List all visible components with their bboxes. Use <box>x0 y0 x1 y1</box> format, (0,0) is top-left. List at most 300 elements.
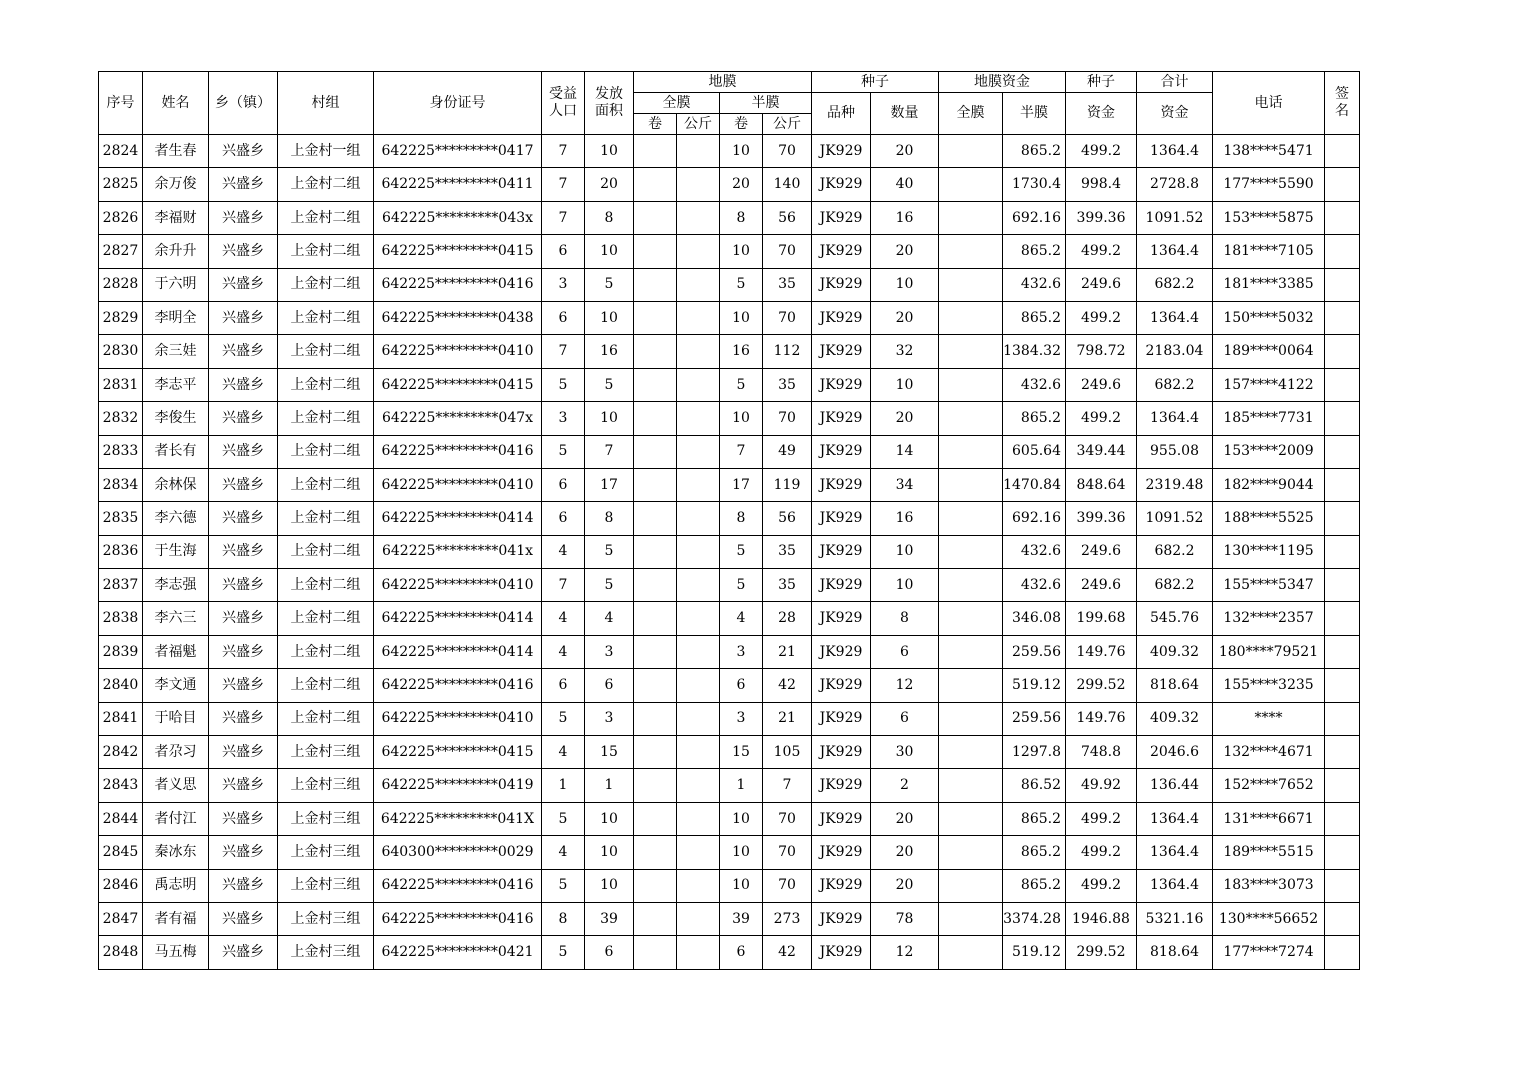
cell-signature <box>1325 736 1360 769</box>
cell-half-kg: 42 <box>763 936 812 969</box>
table-row <box>99 435 1360 468</box>
cell-half-kg: 56 <box>763 201 812 234</box>
cell-signature <box>1325 869 1360 902</box>
cell-half-film-funds: 1384.32 <box>1003 335 1066 368</box>
cell-full-roll <box>634 201 677 234</box>
cell-half-roll: 39 <box>720 902 763 935</box>
cell-full-roll <box>634 468 677 501</box>
cell-full-roll <box>634 435 677 468</box>
cell-seed-funds: 149.76 <box>1066 635 1137 668</box>
cell-seed-funds: 399.36 <box>1066 502 1137 535</box>
cell-variety: JK929 <box>812 802 871 835</box>
cell-name: 者尕习 <box>143 736 209 769</box>
cell-total-funds: 1364.4 <box>1137 235 1213 268</box>
cell-seed-funds: 748.8 <box>1066 736 1137 769</box>
cell-total-funds: 409.32 <box>1137 635 1213 668</box>
cell-village: 上金村三组 <box>278 802 374 835</box>
cell-beneficiaries: 5 <box>542 435 585 468</box>
cell-signature <box>1325 335 1360 368</box>
cell-beneficiaries: 6 <box>542 669 585 702</box>
cell-beneficiaries: 6 <box>542 502 585 535</box>
cell-beneficiaries: 6 <box>542 301 585 334</box>
cell-signature <box>1325 502 1360 535</box>
cell-seed-funds: 499.2 <box>1066 301 1137 334</box>
cell-variety: JK929 <box>812 869 871 902</box>
cell-half-film-funds: 865.2 <box>1003 402 1066 435</box>
cell-half-kg: 273 <box>763 902 812 935</box>
cell-town: 兴盛乡 <box>209 368 278 401</box>
cell-variety: JK929 <box>812 435 871 468</box>
cell-half-kg: 70 <box>763 402 812 435</box>
cell-beneficiaries: 6 <box>542 468 585 501</box>
cell-name: 李六三 <box>143 602 209 635</box>
cell-variety: JK929 <box>812 936 871 969</box>
cell-full-film-funds <box>939 335 1003 368</box>
cell-town: 兴盛乡 <box>209 235 278 268</box>
cell-half-film-funds: 432.6 <box>1003 268 1066 301</box>
cell-signature <box>1325 168 1360 201</box>
cell-half-kg: 56 <box>763 502 812 535</box>
cell-total-funds: 682.2 <box>1137 268 1213 301</box>
cell-full-roll <box>634 268 677 301</box>
cell-beneficiaries: 3 <box>542 268 585 301</box>
cell-half-kg: 35 <box>763 569 812 602</box>
table-row <box>99 468 1360 501</box>
cell-signature <box>1325 669 1360 702</box>
cell-quantity: 20 <box>871 235 939 268</box>
cell-seed-funds: 199.68 <box>1066 602 1137 635</box>
cell-seq: 2848 <box>99 936 143 969</box>
cell-name: 者有福 <box>143 902 209 935</box>
cell-half-film-funds: 519.12 <box>1003 669 1066 702</box>
cell-half-film-funds: 86.52 <box>1003 769 1066 802</box>
table-row <box>99 502 1360 535</box>
cell-variety: JK929 <box>812 135 871 168</box>
cell-half-roll: 1 <box>720 769 763 802</box>
cell-quantity: 78 <box>871 902 939 935</box>
cell-signature <box>1325 135 1360 168</box>
cell-beneficiaries: 7 <box>542 201 585 234</box>
cell-seed-funds: 998.4 <box>1066 168 1137 201</box>
cell-full-film-funds <box>939 368 1003 401</box>
cell-phone: 138****5471 <box>1213 135 1325 168</box>
cell-phone: **** <box>1213 702 1325 735</box>
cell-half-kg: 70 <box>763 869 812 902</box>
header-full-roll: 卷 <box>634 114 677 135</box>
cell-beneficiaries: 4 <box>542 635 585 668</box>
cell-half-film-funds: 432.6 <box>1003 368 1066 401</box>
cell-quantity: 16 <box>871 201 939 234</box>
cell-full-roll <box>634 535 677 568</box>
cell-village: 上金村二组 <box>278 468 374 501</box>
cell-total-funds: 1364.4 <box>1137 402 1213 435</box>
cell-full-film-funds <box>939 736 1003 769</box>
cell-id-number: 642225*********041X <box>374 802 542 835</box>
cell-signature <box>1325 435 1360 468</box>
cell-signature <box>1325 602 1360 635</box>
cell-seq: 2830 <box>99 335 143 368</box>
cell-total-funds: 1364.4 <box>1137 869 1213 902</box>
cell-area: 10 <box>585 135 634 168</box>
cell-half-roll: 10 <box>720 869 763 902</box>
cell-quantity: 34 <box>871 468 939 501</box>
cell-seq: 2829 <box>99 301 143 334</box>
cell-seed-funds: 299.52 <box>1066 936 1137 969</box>
cell-signature <box>1325 402 1360 435</box>
cell-seed-funds: 349.44 <box>1066 435 1137 468</box>
cell-variety: JK929 <box>812 402 871 435</box>
cell-quantity: 10 <box>871 535 939 568</box>
cell-half-roll: 3 <box>720 702 763 735</box>
cell-signature <box>1325 902 1360 935</box>
cell-beneficiaries: 4 <box>542 602 585 635</box>
cell-full-roll <box>634 402 677 435</box>
header-seed-funds: 资金 <box>1066 93 1137 135</box>
cell-seed-funds: 499.2 <box>1066 235 1137 268</box>
cell-area: 39 <box>585 902 634 935</box>
cell-seed-funds: 399.36 <box>1066 201 1137 234</box>
cell-name: 李志平 <box>143 368 209 401</box>
cell-full-roll <box>634 736 677 769</box>
cell-seq: 2837 <box>99 569 143 602</box>
cell-town: 兴盛乡 <box>209 769 278 802</box>
cell-half-film-funds: 1470.84 <box>1003 468 1066 501</box>
table-row <box>99 669 1360 702</box>
cell-quantity: 20 <box>871 301 939 334</box>
cell-village: 上金村二组 <box>278 602 374 635</box>
table-row <box>99 201 1360 234</box>
cell-area: 10 <box>585 869 634 902</box>
cell-full-kg <box>677 669 720 702</box>
table-body <box>99 135 1360 970</box>
header-village: 村组 <box>278 72 374 135</box>
cell-id-number: 642225*********0416 <box>374 902 542 935</box>
cell-phone: 157****4122 <box>1213 368 1325 401</box>
cell-full-kg <box>677 301 720 334</box>
cell-name: 马五梅 <box>143 936 209 969</box>
cell-seed-funds: 249.6 <box>1066 268 1137 301</box>
cell-phone: 181****3385 <box>1213 268 1325 301</box>
cell-name: 者福魁 <box>143 635 209 668</box>
cell-full-film-funds <box>939 802 1003 835</box>
cell-full-roll <box>634 335 677 368</box>
cell-half-kg: 49 <box>763 435 812 468</box>
cell-total-funds: 2728.8 <box>1137 168 1213 201</box>
cell-variety: JK929 <box>812 168 871 201</box>
cell-area: 1 <box>585 769 634 802</box>
cell-signature <box>1325 368 1360 401</box>
cell-variety: JK929 <box>812 268 871 301</box>
cell-town: 兴盛乡 <box>209 836 278 869</box>
cell-name: 于哈目 <box>143 702 209 735</box>
cell-total-funds: 955.08 <box>1137 435 1213 468</box>
cell-full-kg <box>677 502 720 535</box>
cell-seq: 2839 <box>99 635 143 668</box>
cell-full-roll <box>634 569 677 602</box>
table-row <box>99 368 1360 401</box>
cell-total-funds: 1091.52 <box>1137 201 1213 234</box>
table-row <box>99 235 1360 268</box>
cell-phone: 130****56652 <box>1213 902 1325 935</box>
cell-half-roll: 5 <box>720 268 763 301</box>
cell-beneficiaries: 1 <box>542 769 585 802</box>
cell-full-roll <box>634 936 677 969</box>
cell-area: 15 <box>585 736 634 769</box>
header-area: 发放 面积 <box>585 72 634 135</box>
header-id-number: 身份证号 <box>374 72 542 135</box>
cell-half-kg: 105 <box>763 736 812 769</box>
cell-name: 余三娃 <box>143 335 209 368</box>
cell-seq: 2825 <box>99 168 143 201</box>
cell-area: 8 <box>585 201 634 234</box>
cell-village: 上金村三组 <box>278 769 374 802</box>
cell-name: 李福财 <box>143 201 209 234</box>
cell-name: 者义思 <box>143 769 209 802</box>
cell-area: 3 <box>585 702 634 735</box>
cell-quantity: 10 <box>871 368 939 401</box>
cell-id-number: 642225*********0416 <box>374 435 542 468</box>
cell-full-roll <box>634 902 677 935</box>
cell-half-roll: 5 <box>720 569 763 602</box>
cell-beneficiaries: 8 <box>542 902 585 935</box>
cell-seq: 2831 <box>99 368 143 401</box>
cell-beneficiaries: 6 <box>542 235 585 268</box>
cell-name: 余林保 <box>143 468 209 501</box>
cell-full-roll <box>634 135 677 168</box>
header-phone: 电话 <box>1213 72 1325 135</box>
cell-id-number: 642225*********0410 <box>374 569 542 602</box>
cell-signature <box>1325 301 1360 334</box>
cell-full-kg <box>677 168 720 201</box>
cell-full-film-funds <box>939 235 1003 268</box>
cell-full-kg <box>677 201 720 234</box>
cell-id-number: 642225*********0416 <box>374 669 542 702</box>
table-row <box>99 135 1360 168</box>
cell-name: 李明全 <box>143 301 209 334</box>
cell-area: 10 <box>585 301 634 334</box>
cell-village: 上金村二组 <box>278 435 374 468</box>
cell-seq: 2847 <box>99 902 143 935</box>
cell-full-kg <box>677 635 720 668</box>
cell-half-kg: 35 <box>763 535 812 568</box>
cell-variety: JK929 <box>812 235 871 268</box>
cell-half-film-funds: 432.6 <box>1003 535 1066 568</box>
cell-seq: 2834 <box>99 468 143 501</box>
cell-town: 兴盛乡 <box>209 468 278 501</box>
cell-seq: 2841 <box>99 702 143 735</box>
cell-total-funds: 1364.4 <box>1137 802 1213 835</box>
cell-half-film-funds: 346.08 <box>1003 602 1066 635</box>
cell-full-kg <box>677 836 720 869</box>
cell-seed-funds: 499.2 <box>1066 402 1137 435</box>
cell-seed-funds: 798.72 <box>1066 335 1137 368</box>
header-half-roll: 卷 <box>720 114 763 135</box>
cell-area: 5 <box>585 535 634 568</box>
cell-total-funds: 682.2 <box>1137 535 1213 568</box>
cell-half-roll: 7 <box>720 435 763 468</box>
cell-area: 10 <box>585 402 634 435</box>
cell-seed-funds: 49.92 <box>1066 769 1137 802</box>
cell-full-kg <box>677 402 720 435</box>
cell-phone: 155****3235 <box>1213 669 1325 702</box>
table-row <box>99 569 1360 602</box>
cell-variety: JK929 <box>812 602 871 635</box>
cell-full-film-funds <box>939 301 1003 334</box>
cell-seq: 2840 <box>99 669 143 702</box>
cell-total-funds: 2319.48 <box>1137 468 1213 501</box>
cell-town: 兴盛乡 <box>209 201 278 234</box>
cell-half-film-funds: 865.2 <box>1003 869 1066 902</box>
cell-village: 上金村二组 <box>278 235 374 268</box>
table-row <box>99 535 1360 568</box>
cell-phone: 189****5515 <box>1213 836 1325 869</box>
cell-signature <box>1325 936 1360 969</box>
cell-variety: JK929 <box>812 502 871 535</box>
cell-village: 上金村二组 <box>278 502 374 535</box>
cell-total-funds: 818.64 <box>1137 936 1213 969</box>
cell-beneficiaries: 5 <box>542 802 585 835</box>
cell-total-funds: 5321.16 <box>1137 902 1213 935</box>
cell-quantity: 16 <box>871 502 939 535</box>
cell-name: 李志强 <box>143 569 209 602</box>
cell-full-kg <box>677 936 720 969</box>
cell-village: 上金村二组 <box>278 402 374 435</box>
header-film: 地膜 <box>634 72 812 93</box>
cell-variety: JK929 <box>812 669 871 702</box>
cell-town: 兴盛乡 <box>209 168 278 201</box>
cell-village: 上金村一组 <box>278 135 374 168</box>
cell-town: 兴盛乡 <box>209 736 278 769</box>
cell-half-roll: 8 <box>720 502 763 535</box>
cell-id-number: 642225*********0415 <box>374 736 542 769</box>
cell-variety: JK929 <box>812 635 871 668</box>
cell-phone: 132****2357 <box>1213 602 1325 635</box>
cell-id-number: 640300*********0029 <box>374 836 542 869</box>
cell-phone: 150****5032 <box>1213 301 1325 334</box>
cell-beneficiaries: 5 <box>542 702 585 735</box>
cell-phone: 132****4671 <box>1213 736 1325 769</box>
cell-half-kg: 28 <box>763 602 812 635</box>
cell-area: 16 <box>585 335 634 368</box>
cell-town: 兴盛乡 <box>209 635 278 668</box>
cell-town: 兴盛乡 <box>209 669 278 702</box>
cell-beneficiaries: 5 <box>542 936 585 969</box>
cell-full-roll <box>634 368 677 401</box>
cell-town: 兴盛乡 <box>209 335 278 368</box>
cell-town: 兴盛乡 <box>209 702 278 735</box>
cell-half-kg: 21 <box>763 635 812 668</box>
cell-quantity: 20 <box>871 869 939 902</box>
cell-phone: 177****5590 <box>1213 168 1325 201</box>
cell-half-film-funds: 1297.8 <box>1003 736 1066 769</box>
header-town: 乡（镇） <box>209 72 278 135</box>
cell-half-kg: 70 <box>763 301 812 334</box>
cell-full-roll <box>634 669 677 702</box>
cell-full-kg <box>677 335 720 368</box>
cell-town: 兴盛乡 <box>209 869 278 902</box>
header-quantity: 数量 <box>871 93 939 135</box>
cell-half-roll: 4 <box>720 602 763 635</box>
cell-variety: JK929 <box>812 368 871 401</box>
cell-total-funds: 136.44 <box>1137 769 1213 802</box>
cell-half-kg: 42 <box>763 669 812 702</box>
cell-seq: 2827 <box>99 235 143 268</box>
cell-full-film-funds <box>939 635 1003 668</box>
cell-town: 兴盛乡 <box>209 535 278 568</box>
cell-half-roll: 6 <box>720 669 763 702</box>
cell-id-number: 642225*********0411 <box>374 168 542 201</box>
cell-town: 兴盛乡 <box>209 502 278 535</box>
cell-signature <box>1325 235 1360 268</box>
cell-seq: 2824 <box>99 135 143 168</box>
cell-full-kg <box>677 569 720 602</box>
cell-seed-funds: 299.52 <box>1066 669 1137 702</box>
cell-half-roll: 8 <box>720 201 763 234</box>
cell-phone: 152****7652 <box>1213 769 1325 802</box>
cell-id-number: 642225*********0416 <box>374 869 542 902</box>
cell-beneficiaries: 5 <box>542 869 585 902</box>
cell-town: 兴盛乡 <box>209 902 278 935</box>
cell-full-kg <box>677 135 720 168</box>
cell-quantity: 2 <box>871 769 939 802</box>
cell-village: 上金村二组 <box>278 635 374 668</box>
cell-signature <box>1325 836 1360 869</box>
cell-area: 5 <box>585 368 634 401</box>
cell-half-kg: 70 <box>763 836 812 869</box>
cell-phone: 185****7731 <box>1213 402 1325 435</box>
cell-full-roll <box>634 235 677 268</box>
cell-half-roll: 5 <box>720 368 763 401</box>
cell-beneficiaries: 7 <box>542 335 585 368</box>
cell-quantity: 20 <box>871 836 939 869</box>
cell-name: 者生春 <box>143 135 209 168</box>
cell-id-number: 642225*********0414 <box>374 635 542 668</box>
cell-half-roll: 3 <box>720 635 763 668</box>
table-row <box>99 736 1360 769</box>
cell-town: 兴盛乡 <box>209 135 278 168</box>
cell-half-film-funds: 605.64 <box>1003 435 1066 468</box>
cell-quantity: 12 <box>871 669 939 702</box>
cell-beneficiaries: 7 <box>542 135 585 168</box>
cell-village: 上金村二组 <box>278 201 374 234</box>
cell-name: 秦冰东 <box>143 836 209 869</box>
table-row <box>99 402 1360 435</box>
header-seed: 种子 <box>812 72 939 93</box>
header-seq: 序号 <box>99 72 143 135</box>
cell-seed-funds: 499.2 <box>1066 802 1137 835</box>
cell-half-film-funds: 865.2 <box>1003 802 1066 835</box>
table-row <box>99 869 1360 902</box>
cell-signature <box>1325 802 1360 835</box>
cell-half-roll: 5 <box>720 535 763 568</box>
cell-village: 上金村三组 <box>278 869 374 902</box>
cell-beneficiaries: 4 <box>542 736 585 769</box>
cell-full-film-funds <box>939 502 1003 535</box>
table-row <box>99 936 1360 969</box>
cell-full-kg <box>677 368 720 401</box>
table-row <box>99 802 1360 835</box>
cell-village: 上金村二组 <box>278 535 374 568</box>
cell-full-roll <box>634 702 677 735</box>
cell-half-film-funds: 865.2 <box>1003 135 1066 168</box>
cell-full-kg <box>677 702 720 735</box>
cell-id-number: 642225*********041x <box>374 535 542 568</box>
cell-half-roll: 10 <box>720 802 763 835</box>
cell-variety: JK929 <box>812 535 871 568</box>
cell-beneficiaries: 7 <box>542 569 585 602</box>
cell-signature <box>1325 635 1360 668</box>
cell-seed-funds: 249.6 <box>1066 368 1137 401</box>
